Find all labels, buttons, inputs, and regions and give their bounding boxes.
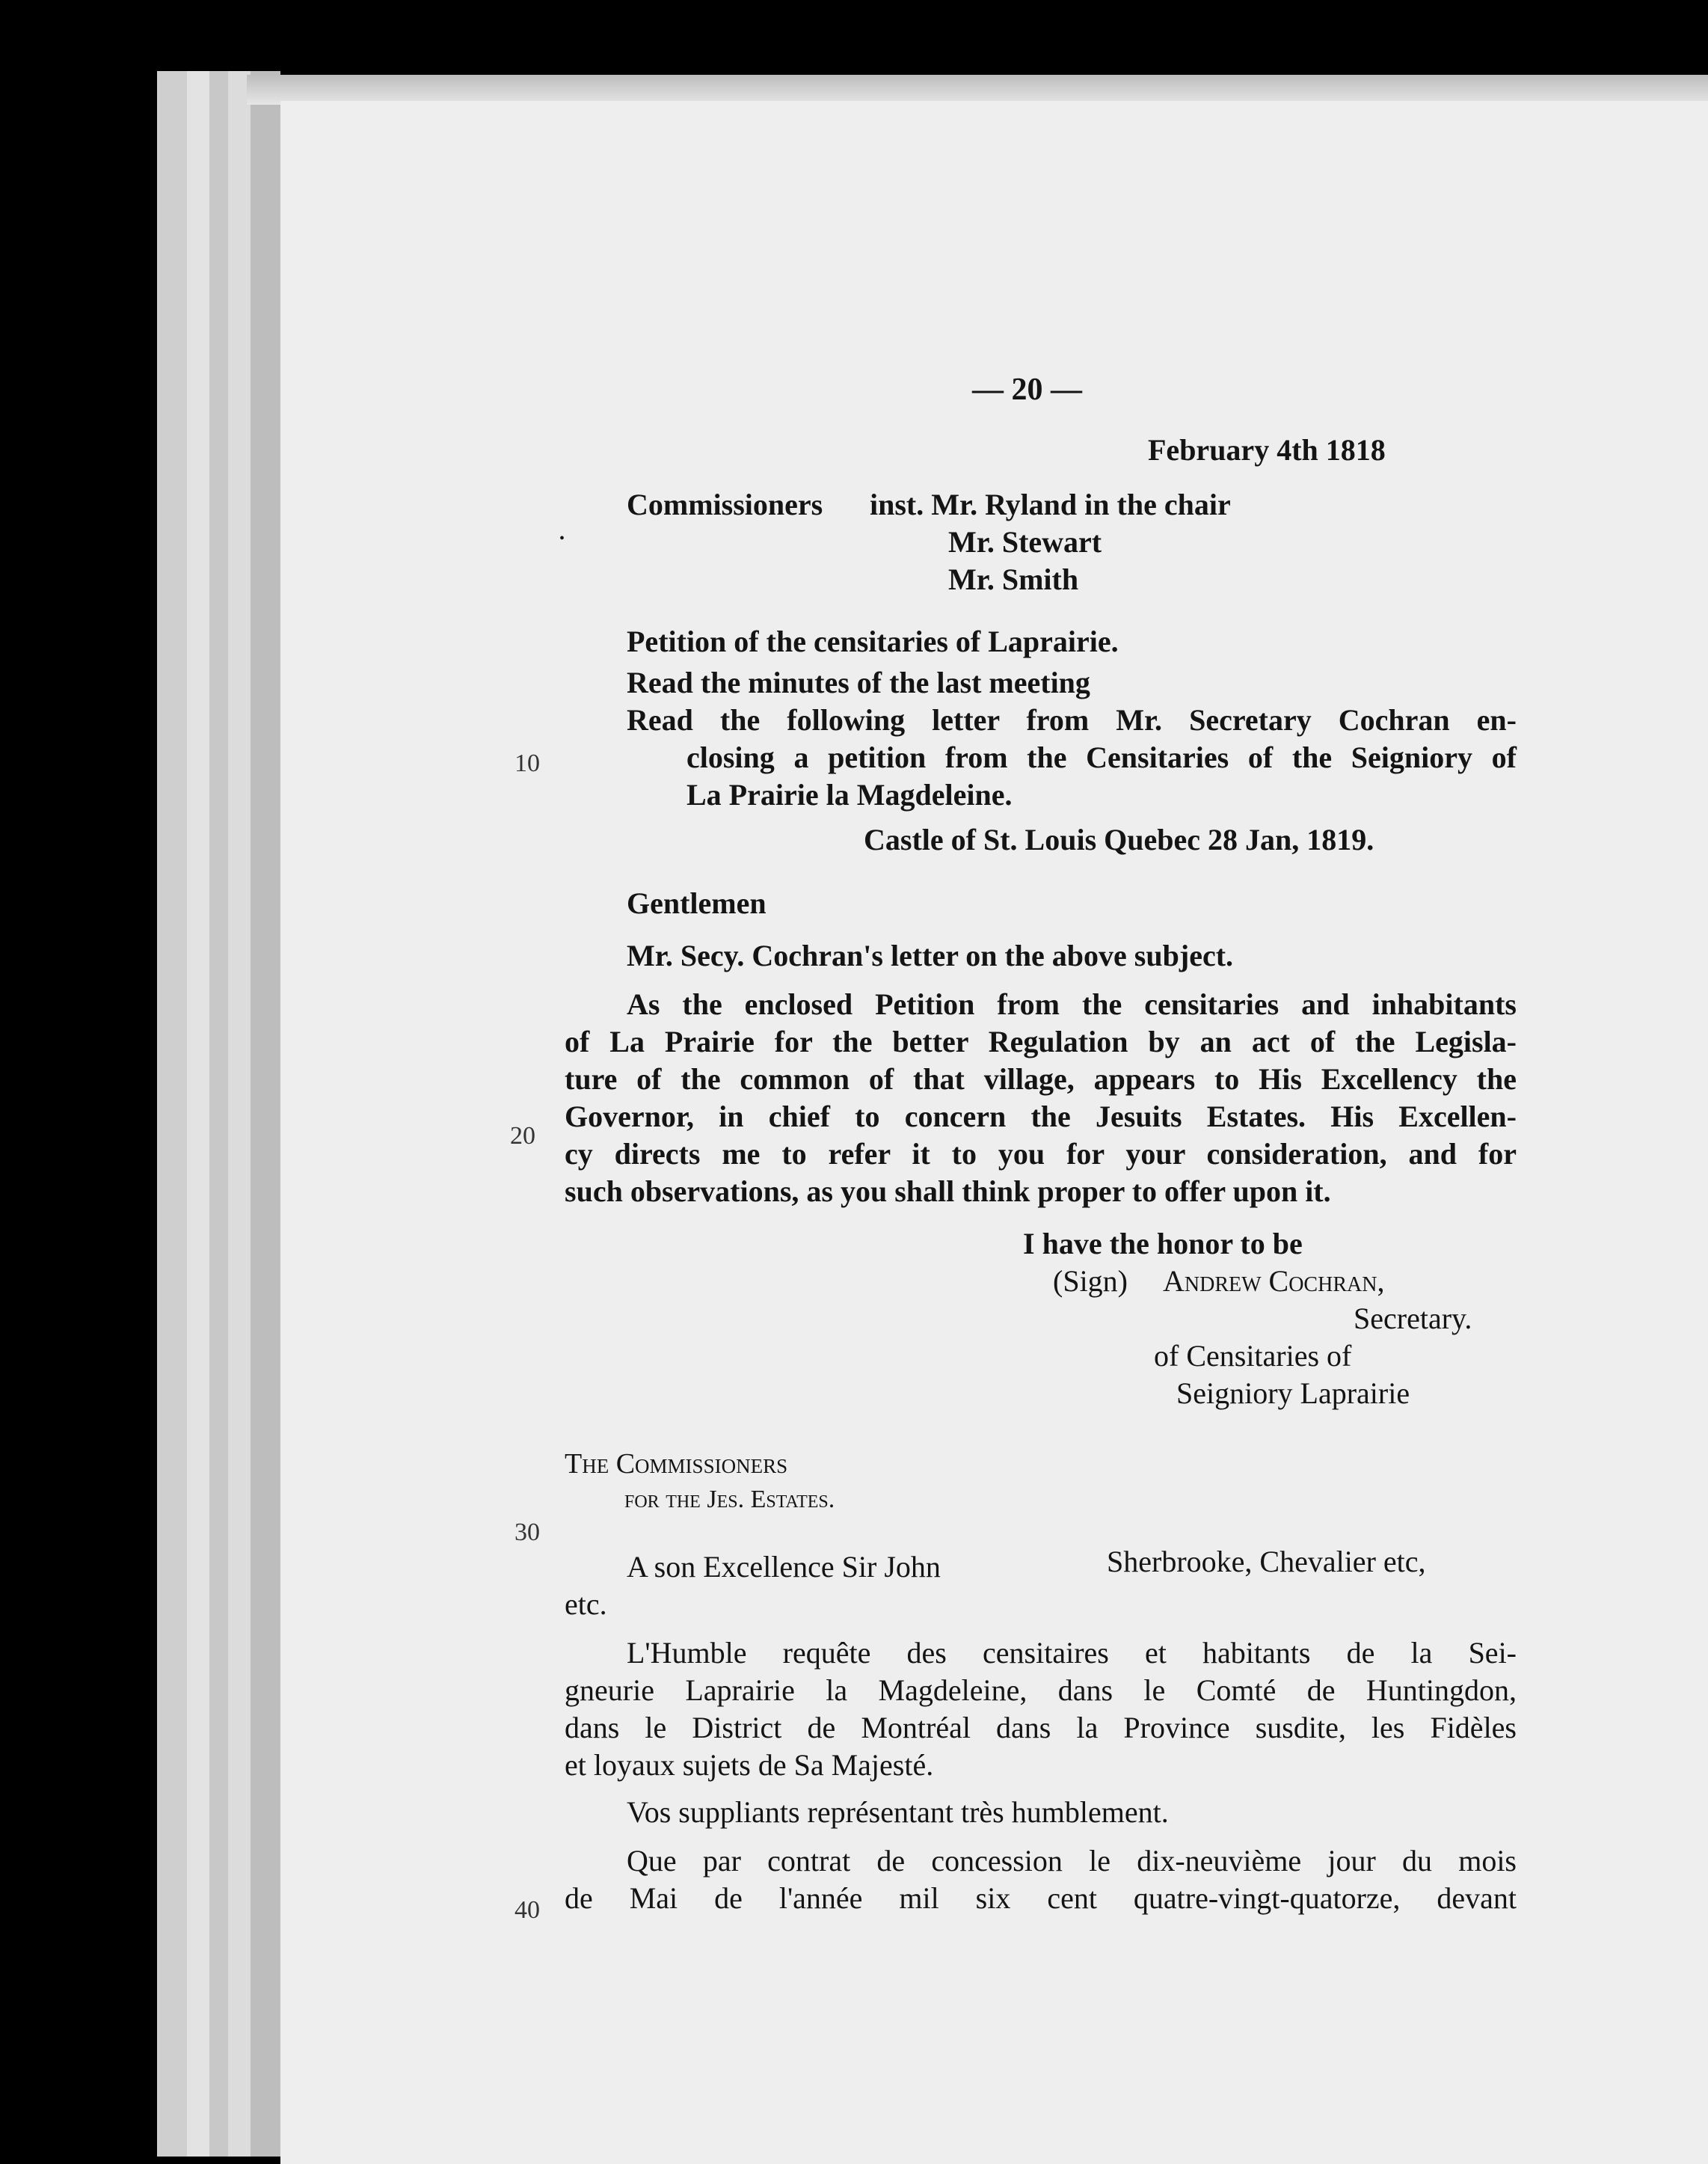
letter-intro-line: Read the following letter from Mr. Secretary Cochran en- xyxy=(627,703,1517,737)
address-line: The Commissioners xyxy=(565,1448,788,1480)
subject-line: Mr. Secy. Cochran's letter on the above subject. xyxy=(627,939,1234,972)
french-body-line: et loyaux sujets de Sa Majesté. xyxy=(565,1748,934,1782)
signatory-name: Andrew Cochran, xyxy=(1163,1264,1385,1298)
french-supplicants: Vos suppliants représentant très humblement. xyxy=(627,1795,1169,1829)
french-contract-line: Que par contrat de concession le dix-neuvième jour du mois xyxy=(627,1844,1517,1878)
page-edge xyxy=(187,71,209,2157)
censitaries-line: of Censitaries of xyxy=(1154,1339,1352,1373)
french-contract-line: de Mai de l'année mil six cent quatre-vingt-quatorze, devant xyxy=(565,1881,1517,1915)
commissioner-stewart: Mr. Stewart xyxy=(948,525,1102,559)
commissioners-label: Commissioners xyxy=(627,488,823,521)
body-line: such observations, as you shall think proper to offer upon it. xyxy=(565,1174,1331,1208)
letter-intro-line: La Prairie la Magdeleine. xyxy=(686,778,1013,812)
commissioner-ryland: inst. Mr. Ryland in the chair xyxy=(870,488,1231,521)
french-greeting: etc. xyxy=(565,1587,607,1621)
meeting-date: February 4th 1818 xyxy=(1148,433,1386,467)
french-body-line: dans le District de Montréal dans la Province susdite, les Fidèles xyxy=(565,1711,1517,1744)
body-line: of La Prairie for the better Regulation by an act of the Legisla- xyxy=(565,1025,1517,1058)
bullet-dot: • xyxy=(559,530,565,547)
page-edge xyxy=(157,71,187,2157)
salutation: Gentlemen xyxy=(627,886,767,920)
french-greeting: A son Excellence Sir John xyxy=(627,1550,941,1584)
sign-label: (Sign) xyxy=(1053,1264,1128,1298)
french-body-line: gneurie Laprairie la Magdeleine, dans le Comté de Huntingdon, xyxy=(565,1673,1517,1707)
closing-honor: I have the honor to be xyxy=(1023,1227,1303,1260)
letter-intro-line: closing a petition from the Censitaries of the Seigniory of xyxy=(686,741,1517,774)
line-number: 30 xyxy=(514,1518,540,1546)
line-number: 10 xyxy=(514,750,540,777)
line-number: 20 xyxy=(510,1122,535,1150)
body-line: ture of the common of that village, appears to His Excellency the xyxy=(565,1062,1517,1096)
french-body-line: L'Humble requête des censitaires et habitants de la Sei- xyxy=(627,1636,1517,1670)
page-number: — 20 — xyxy=(972,373,1082,407)
page-edge xyxy=(228,71,251,2157)
petition-heading: Petition of the censitaries of Laprairie. xyxy=(627,625,1119,658)
page-edge xyxy=(251,71,280,2157)
page-top-edge xyxy=(247,75,1708,105)
signatory-title: Secretary. xyxy=(1354,1302,1472,1335)
address-line: for the Jes. Estates. xyxy=(624,1486,835,1513)
minutes-line: Read the minutes of the last meeting xyxy=(627,666,1090,699)
body-line: cy directs me to refer it to you for your consideration, and for xyxy=(565,1137,1517,1171)
page-edge xyxy=(209,71,228,2157)
line-number: 40 xyxy=(514,1896,540,1924)
seigniory-line: Seigniory Laprairie xyxy=(1176,1376,1410,1410)
body-line: As the enclosed Petition from the censitaries and inhabitants xyxy=(627,987,1517,1021)
body-line: Governor, in chief to concern the Jesuits Estates. His Excellen- xyxy=(565,1100,1517,1133)
french-greeting: Sherbrooke, Chevalier etc, xyxy=(1107,1545,1426,1578)
commissioner-smith: Mr. Smith xyxy=(948,563,1079,596)
letter-dateline: Castle of St. Louis Quebec 28 Jan, 1819. xyxy=(864,823,1374,856)
